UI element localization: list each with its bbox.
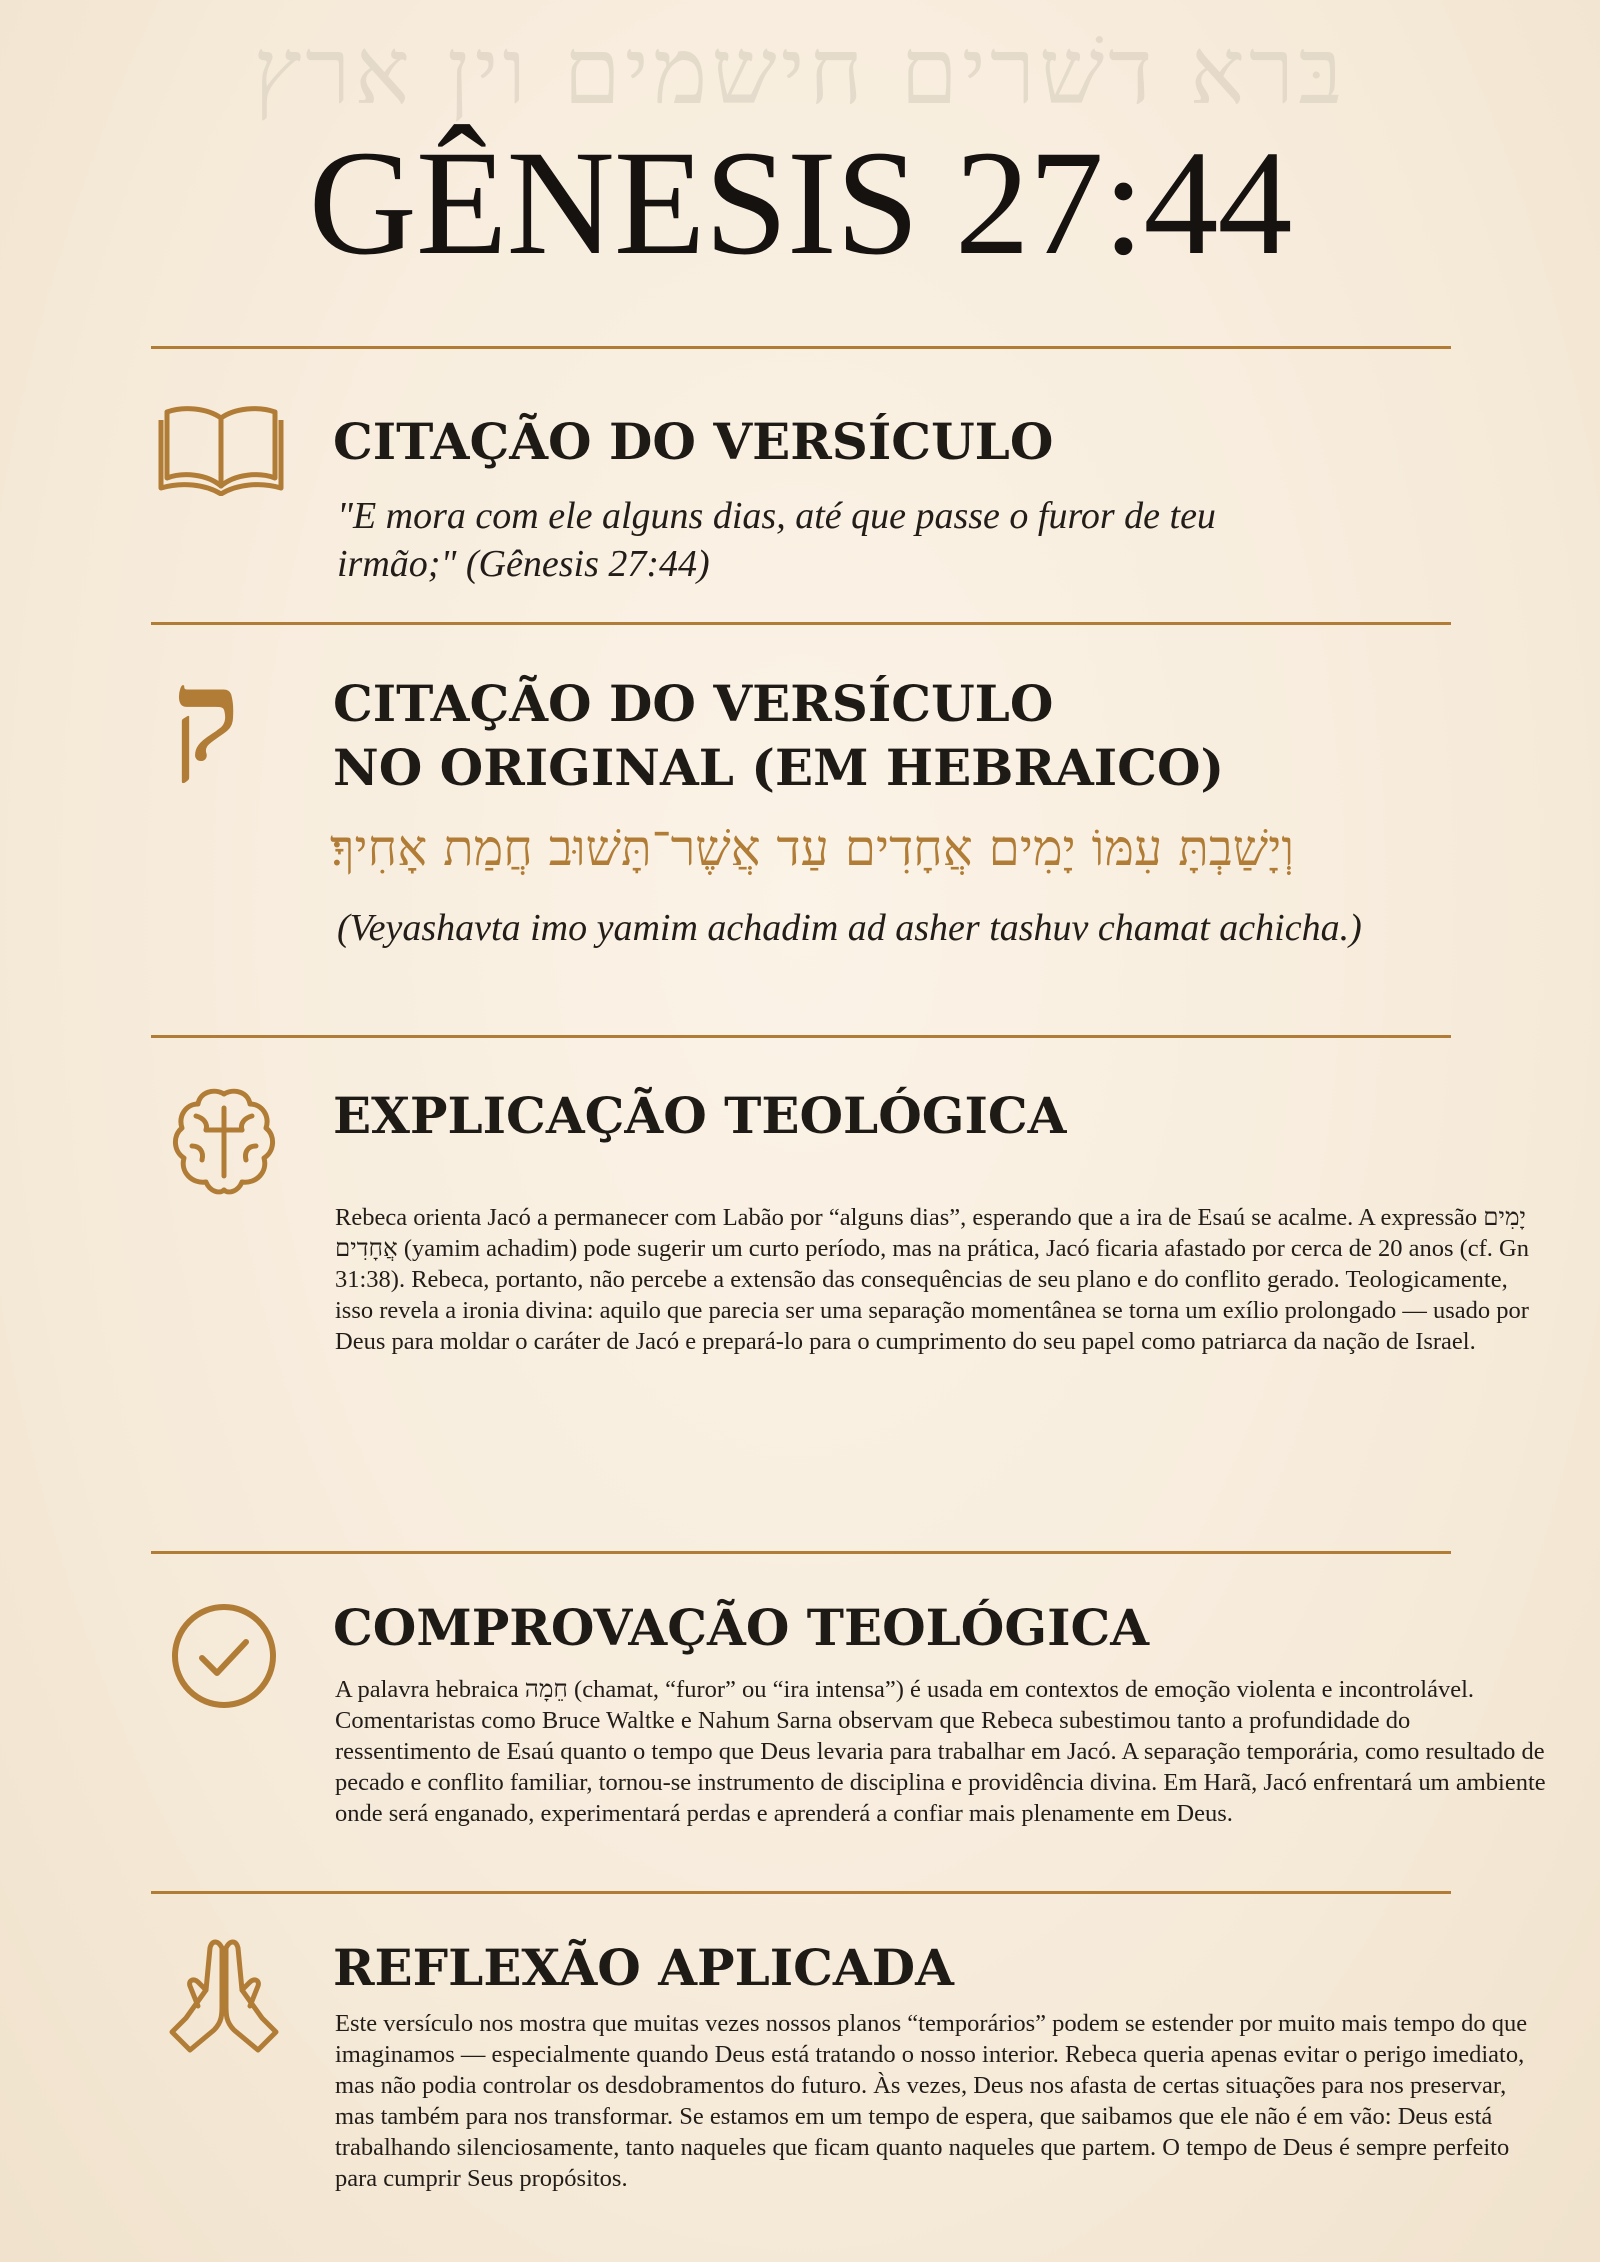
- section-heading-explanation: EXPLICAÇÃO TEOLÓGICA: [333, 1086, 1067, 1145]
- section-heading-original-line1: CITAÇÃO DO VERSÍCULO: [333, 674, 1054, 733]
- reflection-text: Este versículo nos mostra que muitas vezes nossos planos “temporários” podem se estender por muito mais tempo do que imaginamos — especialmente quando Deus está tratando o nosso interior. Rebeca queria apenas evitar o perigo imediato, mas não podia controlar os desdobramentos do futuro. Às vezes, Deus nos afasta de certas situações para nos preservar, mas também para nos transformar. Se estamos em um tempo de espera, que saibamos que ele não é em vão: Deus está trabalhando silenciosamente, tanto naqueles que ficam quanto naqueles que partem. O tempo de Deus é sempre perfeito para cumprir Seus propósitos.: [335, 2010, 1528, 2192]
- open-book-icon: [157, 404, 285, 496]
- divider: [151, 1035, 1451, 1038]
- divider: [151, 1551, 1451, 1554]
- hebrew-verse: וְיָשַׁבְתָּ עִמּוֹ יָמִים אֲחָדִים עַד אֲשֶׁר־תָּשׁוּב חֲמַת אָחִיךָ׃: [330, 819, 1295, 877]
- transliteration: (Veyashavta imo yamim achadim ad asher tashuv chamat achicha.): [337, 907, 1362, 949]
- section-heading-quote: CITAÇÃO DO VERSÍCULO: [333, 412, 1054, 471]
- verse-quote: "E mora com ele alguns dias, até que passe o furor de teu irmão;" (Gênesis 27:44): [337, 495, 1216, 585]
- page-title: GÊNESIS 27:44: [308, 120, 1292, 286]
- divider: [151, 1891, 1451, 1894]
- divider: [151, 622, 1451, 625]
- section-heading-original-line2: NO ORIGINAL (EM HEBRAICO): [333, 738, 1225, 797]
- check-circle-icon: [170, 1602, 278, 1710]
- praying-hands-icon: [168, 1934, 280, 2056]
- proof-text: A palavra hebraica חֵמָה (chamat, “furor” ou “ira intensa”) é usada em contextos de emoção violenta e incontrolável. Comentaristas como Bruce Waltke e Nahum Sarna observam que Rebeca subestimou tanto a profundidade do ressentimento de Esaú quanto o tempo que Deus levaria para trabalhar em Jacó. A separação temporária, como resultado de pecado e conflito familiar, tornou-se instrumento de disciplina e providência divina. Em Harã, Jacó enfrentará um ambiente onde será enganado, experimentará perdas e aprenderá a confiar mais plenamente em Deus.: [335, 1676, 1546, 1827]
- brain-cross-icon: [170, 1086, 278, 1198]
- section-heading-proof: COMPROVAÇÃO TEOLÓGICA: [333, 1598, 1150, 1657]
- section-heading-reflection: REFLEXÃO APLICADA: [333, 1938, 954, 1997]
- hebrew-letter-qof-icon: ק: [172, 641, 240, 789]
- divider: [151, 346, 1451, 349]
- hebrew-watermark: בּרא דשׁרים חישמים וין ארץ: [253, 18, 1347, 125]
- explanation-text: Rebeca orienta Jacó a permanecer com Labão por “alguns dias”, esperando que a ira de Esaú se acalme. A expressão יָמִים אֲחָדִים (yamim achadim) pode sugerir um curto período, mas na prática, Jacó ficaria afastado por cerca de 20 anos (cf. Gn 31:38). Rebeca, portanto, não percebe a extensão das consequências de seu plano e do conflito gerado. Teologicamente, isso revela a ironia divina: aquilo que parecia ser uma separação momentânea se torna um exílio prolongado — usado por Deus para moldar o caráter de Jacó e prepará-lo para o cumprimento do seu papel como patriarca da nação de Israel.: [335, 1204, 1529, 1355]
